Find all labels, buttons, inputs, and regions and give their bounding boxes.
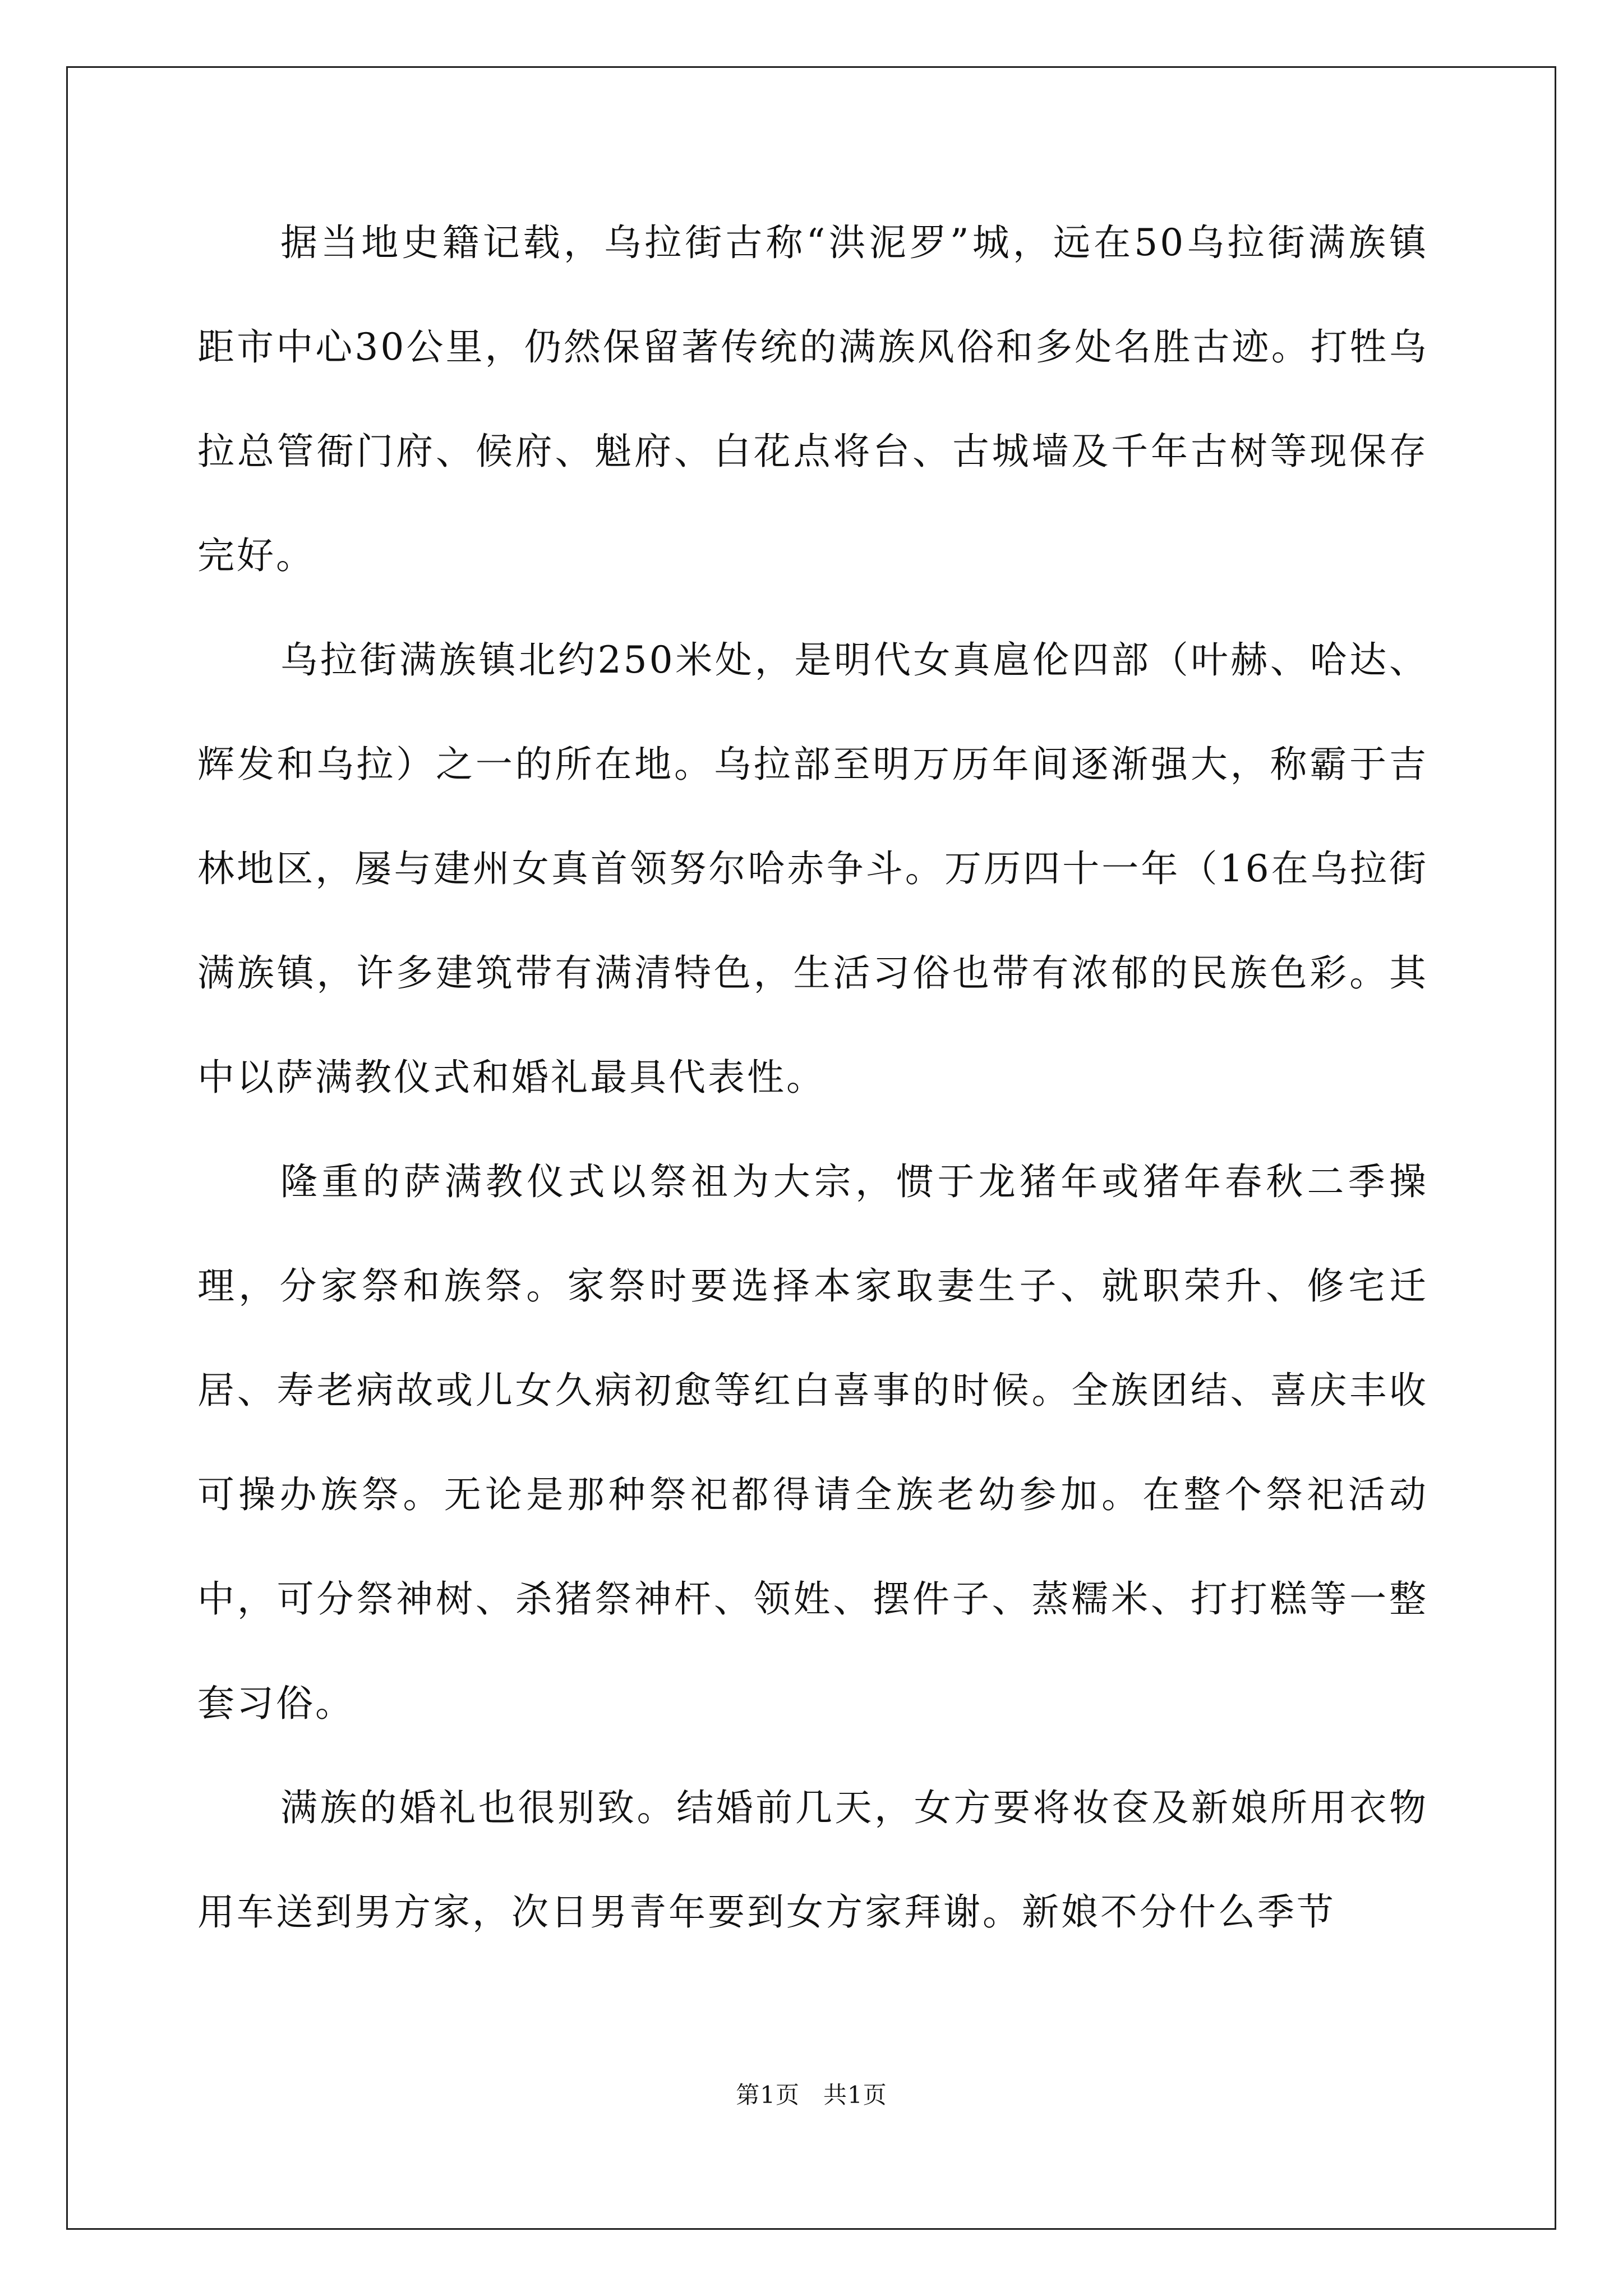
page-number: 第1页 xyxy=(736,2081,800,2109)
paragraph-4: 满族的婚礼也很别致。结婚前几天，女方要将妆奁及新娘所用衣物用车送到男方家，次日男青年要到女方家拜谢。新娘不分什么季节 xyxy=(197,1786,1428,1934)
page-footer xyxy=(0,2078,1623,2112)
paragraph-3: 隆重的萨满教仪式以祭祖为大宗，惯于龙猪年或猪年春秋二季操理，分家祭和族祭。家祭时要选择本家取妻生子、就职荣升、修宅迁居、寿老病故或儿女久病初愈等红白喜事的时候。全族团结、喜庆丰收可操办族祭。无论是那种祭祀都得请全族老幼参加。在整个祭祀活动中，可分祭神树、杀猪祭神杆、领姓、摆件子、蒸糯米、打打糕等一整套习俗。 xyxy=(197,1160,1428,1725)
document-body xyxy=(197,191,1428,1964)
paragraph-2: 乌拉街满族镇北约250米处，是明代女真扈伦四部（叶赫、哈达、辉发和乌拉）之一的所在地。乌拉部至明万历年间逐渐强大，称霸于吉林地区，屡与建州女真首领努尔哈赤争斗。万历四十一年（16在乌拉街满族镇，许多建筑带有满清特色，生活习俗也带有浓郁的民族色彩。其中以萨满教仪式和婚礼最具代表性。 xyxy=(197,638,1428,1099)
total-pages: 共1页 xyxy=(823,2081,887,2109)
paragraph-1: 据当地史籍记载，乌拉街古称“洪泥罗”城，远在50乌拉街满族镇距市中心30公里，仍然保留著传统的满族风俗和多处名胜古迹。打牲乌拉总管衙门府、候府、魁府、白花点将台、古城墙及千年古树等现保存完好。 xyxy=(197,221,1428,577)
